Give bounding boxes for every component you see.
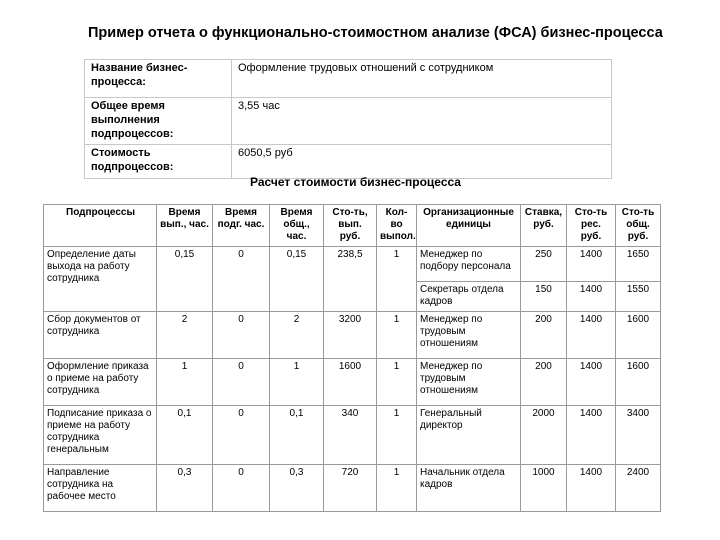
col-header: Сто-ть рес. руб. [567,205,616,247]
table-row [44,246,661,281]
unit-cell: Начальник отдела кадров [417,464,521,511]
col-header: Сто-ть общ. руб. [616,205,661,247]
rate-cell: 200 [521,311,567,358]
cost-exec-cell: 720 [324,464,377,511]
rate-cell: 200 [521,358,567,405]
page-title: Пример отчета о функционально-стоимостном анализе (ФСА) бизнес-процесса [88,25,663,41]
cost-exec-cell: 1600 [324,358,377,405]
col-header: Ставка, руб. [521,205,567,247]
time-total-cell: 0,3 [270,464,324,511]
time-total-cell: 2 [270,311,324,358]
time-exec-cell: 2 [157,311,213,358]
time-prep-cell: 0 [213,358,270,405]
time-exec-cell: 0,15 [157,246,213,311]
time-exec-cell: 0,3 [157,464,213,511]
cost-res-cell: 1400 [567,358,616,405]
cost-res-cell: 1400 [567,311,616,358]
table-header-row [44,205,661,247]
process-cell: Направление сотрудника на рабочее место [44,464,157,511]
info-row-name [85,60,612,98]
rate-cell: 1000 [521,464,567,511]
cost-exec-cell: 3200 [324,311,377,358]
count-cell: 1 [377,405,417,464]
info-label: Название бизнес-процесса: [85,60,232,98]
unit-cell: Менеджер по трудовым отношениям [417,358,521,405]
cost-exec-cell: 238,5 [324,246,377,311]
count-cell: 1 [377,464,417,511]
col-header: Время общ., час. [270,205,324,247]
process-cell: Сбор документов от сотрудника [44,311,157,358]
info-label: Стоимость подпроцессов: [85,145,232,179]
time-total-cell: 0,1 [270,405,324,464]
process-cell: Определение даты выхода на работу сотрудника [44,246,157,311]
unit-cell: Менеджер по трудовым отношениям [417,311,521,358]
table-row [44,405,661,464]
table-row [44,358,661,405]
table-row [44,464,661,511]
unit-cell: Секретарь отдела кадров [417,281,521,311]
info-value: 6050,5 руб [232,145,612,179]
cost-total-cell: 3400 [616,405,661,464]
process-info-table [84,59,612,179]
cost-total-cell: 1650 [616,246,661,281]
count-cell: 1 [377,358,417,405]
count-cell: 1 [377,311,417,358]
table-row [44,311,661,358]
cost-total-cell: 1600 [616,358,661,405]
col-header: Время подг. час. [213,205,270,247]
cost-table [43,204,661,512]
info-value: 3,55 час [232,98,612,145]
col-header: Время вып., час. [157,205,213,247]
process-cell: Подписание приказа о приеме на работу сотрудника генеральным [44,405,157,464]
time-prep-cell: 0 [213,464,270,511]
time-prep-cell: 0 [213,311,270,358]
cost-total-cell: 1600 [616,311,661,358]
cost-total-cell: 1550 [616,281,661,311]
time-prep-cell: 0 [213,405,270,464]
count-cell: 1 [377,246,417,311]
time-total-cell: 1 [270,358,324,405]
time-total-cell: 0,15 [270,246,324,311]
col-header: Кол-во выпол. [377,205,417,247]
col-header: Организационные единицы [417,205,521,247]
rate-cell: 250 [521,246,567,281]
col-header: Подпроцессы [44,205,157,247]
time-exec-cell: 0,1 [157,405,213,464]
cost-res-cell: 1400 [567,281,616,311]
info-value: Оформление трудовых отношений с сотрудником [232,60,612,98]
cost-exec-cell: 340 [324,405,377,464]
info-row-cost [85,145,612,179]
info-row-time [85,98,612,145]
unit-cell: Менеджер по подбору персонала [417,246,521,281]
info-label: Общее время выполнения подпроцессов: [85,98,232,145]
cost-total-cell: 2400 [616,464,661,511]
rate-cell: 2000 [521,405,567,464]
time-prep-cell: 0 [213,246,270,311]
rate-cell: 150 [521,281,567,311]
time-exec-cell: 1 [157,358,213,405]
unit-cell: Генеральный директор [417,405,521,464]
cost-res-cell: 1400 [567,246,616,281]
cost-res-cell: 1400 [567,464,616,511]
process-cell: Оформление приказа о приеме на работу сотрудника [44,358,157,405]
section-title: Расчет стоимости бизнес-процесса [250,175,461,189]
cost-res-cell: 1400 [567,405,616,464]
col-header: Сто-ть, вып. руб. [324,205,377,247]
